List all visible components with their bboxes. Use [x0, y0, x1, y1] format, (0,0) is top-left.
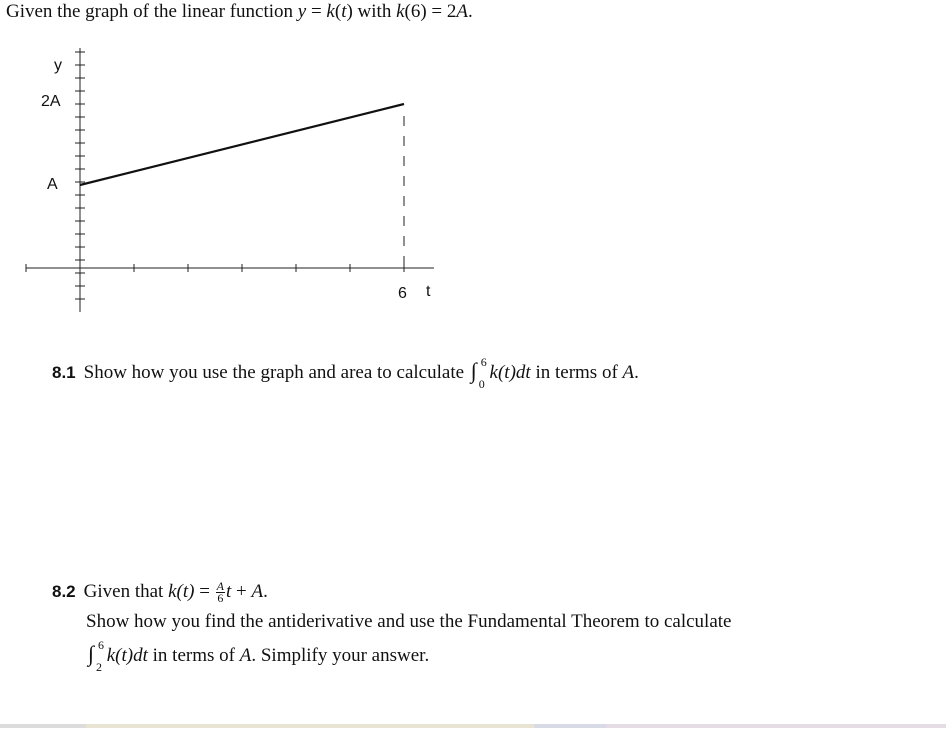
var-k: k: [326, 1, 335, 22]
page-footer-bar: [0, 724, 946, 730]
t-axis-label: t: [426, 283, 431, 300]
footer-segment: [0, 724, 86, 728]
function-line: [80, 104, 404, 185]
q82-plus: +: [231, 581, 252, 602]
paren-open: (: [334, 1, 342, 22]
var-y: y: [297, 1, 307, 22]
q81-text-b: in terms of: [530, 362, 623, 383]
fraction-denominator: 6: [217, 591, 224, 606]
question-8-2-line3: [86, 638, 430, 674]
intro-end: .: [468, 1, 473, 22]
var-t: t: [226, 581, 232, 602]
var-k2: k: [396, 1, 405, 22]
q82-line3-b: in terms of: [147, 645, 240, 666]
intro-eq2: = 2: [426, 1, 457, 22]
fraction: [216, 581, 225, 604]
x-axis: [26, 264, 434, 272]
paren-close: ): [346, 1, 353, 22]
integral-lower-limit: 0: [478, 377, 485, 391]
footer-segment: [534, 724, 606, 728]
integral-sign: ∫ 6 2: [88, 642, 102, 666]
question-8-2-line2: Show how you find the antiderivative and use the Fundamental Theorem to calculate: [86, 611, 732, 632]
question-8-1: [52, 355, 639, 391]
q82-eq: =: [194, 581, 215, 602]
linear-function-graph: [0, 40, 460, 330]
footer-segment: [606, 724, 946, 728]
var-A: A: [456, 1, 468, 22]
y-axis: [75, 48, 85, 312]
integrand: k(t)dt: [106, 645, 148, 666]
var-A: A: [251, 581, 264, 602]
tick-label-2A: 2A: [41, 93, 61, 110]
question-number-8-1: 8.1: [52, 363, 76, 382]
q82-end: .: [263, 581, 268, 602]
integral-lower-limit: 2: [96, 660, 102, 674]
q82-line3-c: . Simplify your answer.: [251, 645, 430, 666]
y-axis-label: y: [54, 57, 62, 74]
tick-label-A: A: [47, 176, 58, 193]
q82-kt: (t): [176, 581, 195, 602]
integral-sign: ∫ 6 0: [471, 359, 485, 383]
intro-text: [6, 0, 473, 24]
footer-segment: [86, 724, 534, 728]
question-number-8-2: 8.2: [52, 582, 76, 601]
var-k: k: [168, 581, 177, 602]
question-8-2-line1: [52, 580, 268, 604]
q82-given: Given that: [83, 581, 169, 602]
intro-lead: Given the graph of the linear function: [6, 1, 298, 22]
q81-text-a: Show how you use the graph and area to calculate: [83, 362, 469, 383]
q81-end: .: [634, 362, 639, 383]
tick-label-6: 6: [398, 285, 407, 302]
integrand: k(t)dt: [489, 362, 531, 383]
intro-eq1: =: [306, 1, 327, 22]
var-t: t: [341, 1, 347, 22]
integral-upper-limit: 6: [98, 638, 104, 652]
var-A: A: [239, 645, 252, 666]
series-line-group: [80, 104, 404, 268]
intro-arg: (6): [404, 1, 427, 22]
intro-with: with: [352, 1, 397, 22]
fraction-numerator: A: [216, 579, 225, 594]
integral-upper-limit: 6: [480, 355, 487, 369]
var-A: A: [622, 362, 635, 383]
